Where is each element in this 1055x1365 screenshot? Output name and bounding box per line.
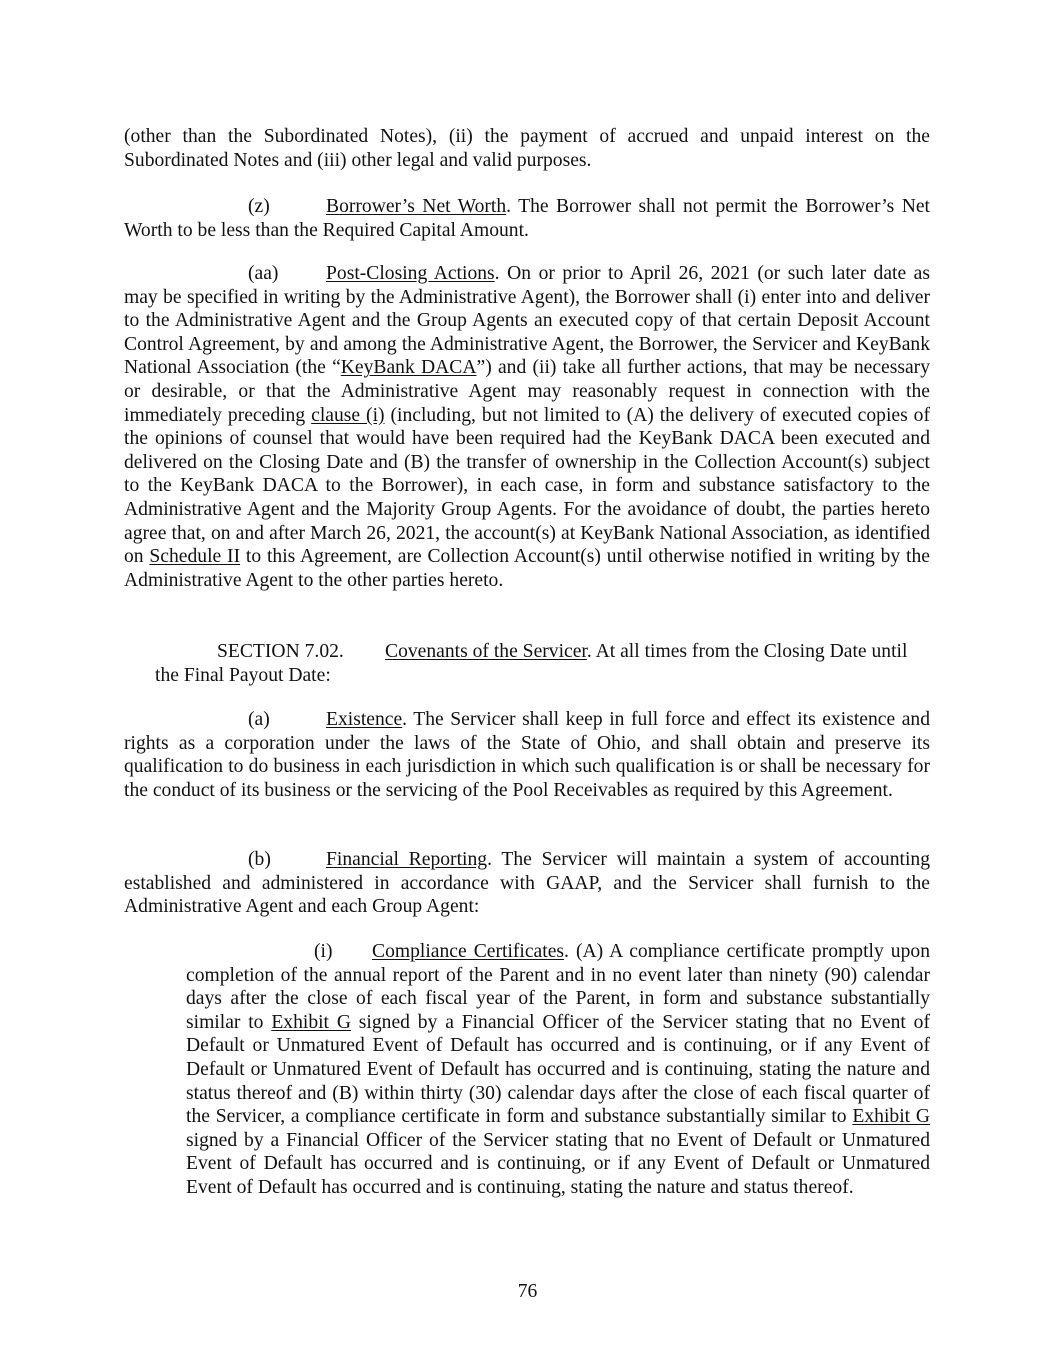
paragraph-a [124, 708, 930, 802]
clause-heading: Post-Closing Actions [326, 263, 495, 284]
clause-heading: Financial Reporting [326, 849, 488, 870]
section-title: Covenants of the Servicer [385, 641, 587, 662]
schedule-reference: Schedule II [149, 546, 241, 568]
clause-label: (b) [248, 849, 271, 870]
clause-body: signed by a Financial Officer of the Servicer stating that no Event of Default or Unmatured Event of Default has occurred and is continuing, or if any Event of Default or Unmatured Event of Default has occurred and is continuing, stating the nature and status thereof and (B) within thirty (30) calendar days after the close of each fiscal quarter of the Servicer, a compliance certificate in form and substance substantially similar to [186, 1011, 930, 1128]
clause-label: (i) [314, 941, 333, 962]
section-number: SECTION 7.02. [217, 641, 344, 662]
clause-body: to this Agreement, are Collection Account(s) until otherwise notified in writing by the Administrative Agent to the other parties hereto. [124, 546, 930, 591]
clause-body: . On or prior to April 26, 2021 (or such later date as may be specified in writing by the Administrative Agent), the Borrower shall (i) enter into and deliver to the Administrative Agent and the Group Agents an executed copy of that certain Deposit Account Control Agreement, by and among the Administrative Agent, the Borrower, the Servicer and KeyBank National Association (the “ [124, 263, 931, 379]
clause-body: (including, but not limited to (A) the delivery of executed copies of the opinions of counsel that would have been required had the KeyBank DACA been executed and delivered on the Closing Date and (B) the transfer of ownership in the Collection Account(s) subject to the KeyBank DACA to the Borrower), in each case, in form and substance satisfactory to the Administrative Agent and the Majority Group Agents. For the avoidance of doubt, the parties hereto agree that, on and after March 26, 2021, the account(s) at KeyBank National Association, as identified on [124, 404, 931, 568]
clause-label: (aa) [248, 263, 279, 284]
paragraph-aa [124, 262, 930, 592]
defined-term: KeyBank DACA [340, 357, 477, 379]
paragraph-text: (other than the Subordinated Notes), (ii) the payment of accrued and unpaid interest on the Subordinated Notes and (iii) other legal and valid purposes. [124, 126, 930, 171]
paragraph-z [124, 195, 930, 242]
paragraph-b [124, 848, 930, 919]
clause-body: . The Borrower shall not permit the Borrower’s Net Worth to be less than the Required Capital Amount. [124, 196, 930, 241]
section-body: the Final Payout Date: [155, 664, 331, 686]
exhibit-reference: Exhibit G [271, 1011, 351, 1033]
clause-body: . The Servicer shall keep in full force and effect its existence and rights as a corporation under the laws of the State of Ohio, and shall obtain and preserve its qualification to do business in each jurisdiction in which such qualification is or shall be necessary for the conduct of its business or the servicing of the Pool Receivables as required by this Agreement. [124, 709, 930, 801]
paragraph-i [186, 940, 930, 1200]
paragraph-continuation [124, 125, 930, 172]
section-body: . At all times from the Closing Date until [586, 641, 908, 662]
clause-heading: Borrower’s Net Worth [326, 196, 507, 217]
clause-label: (z) [248, 196, 270, 217]
page-number: 76 [517, 1281, 538, 1302]
clause-body: . The Servicer will maintain a system of accounting established and administered in accordance with GAAP, and the Servicer shall furnish to the Administrative Agent and each Group Agent: [124, 849, 930, 918]
clause-label: (a) [248, 709, 270, 730]
clause-body: ”) and (ii) take all further actions, that may be necessary or desirable, or that the Administrative Agent may reasonably request in connection with the immediately preceding [124, 357, 931, 426]
exhibit-reference: Exhibit G [852, 1106, 931, 1128]
section-heading [124, 640, 930, 687]
clause-body: signed by a Financial Officer of the Servicer stating that no Event of Default or Unmatured Event of Default has occurred and is continuing, or if any Event of Default or Unmatured Event of Default has occurred and is continuing, stating the nature and status thereof. [186, 1129, 930, 1198]
clause-heading: Compliance Certificates [372, 941, 565, 962]
clause-heading: Existence [326, 709, 403, 730]
clause-body: . (A) A compliance certificate promptly upon completion of the annual report of the Parent and in no event later than ninety (90) calendar days after the close of each fiscal year of the Parent, in form and substance substantially similar to [186, 941, 930, 1033]
cross-reference: clause (i) [311, 404, 385, 426]
